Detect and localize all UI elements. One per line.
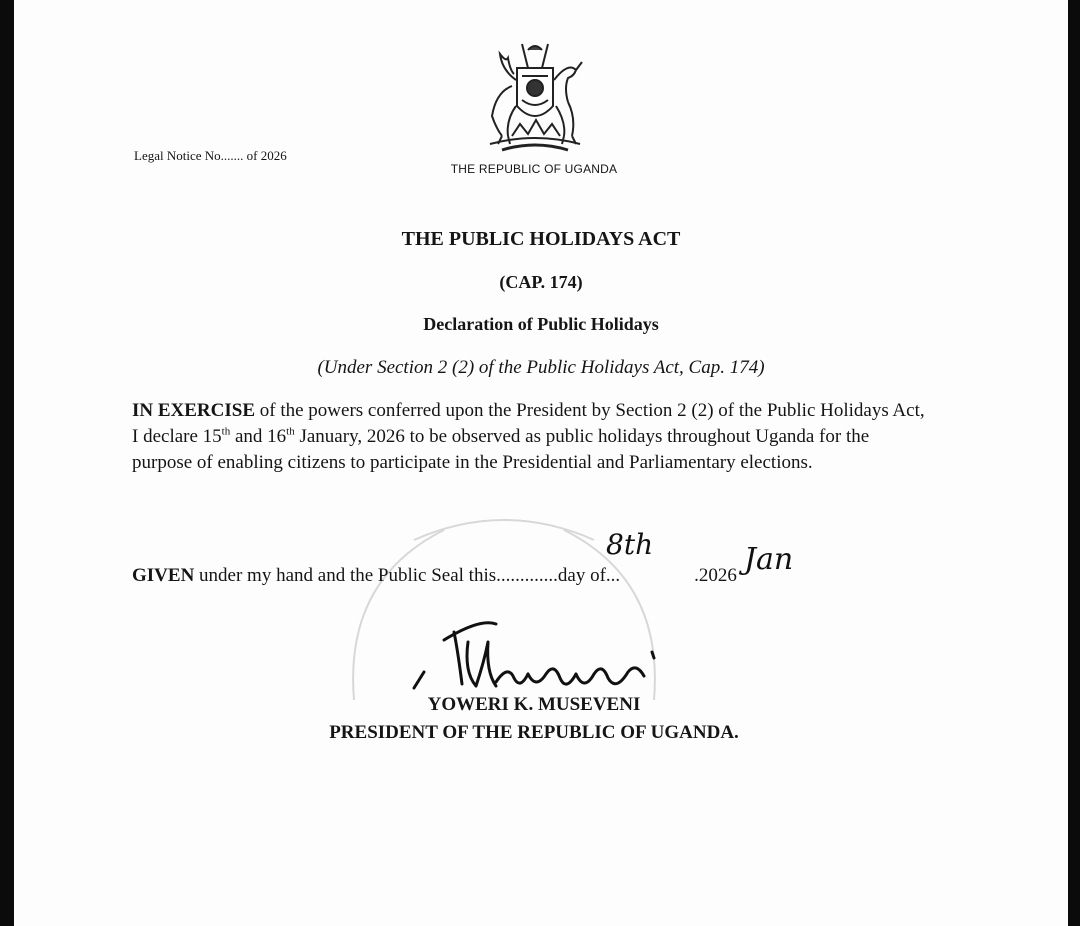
left-border: [0, 0, 14, 926]
given-text: under my hand and the Public Seal this.............day of...: [194, 565, 621, 586]
under-section-note: (Under Section 2 (2) of the Public Holidays Act, Cap. 174): [317, 357, 765, 378]
republic-caption: THE REPUBLIC OF UGANDA: [450, 162, 618, 176]
right-border: [1068, 0, 1080, 926]
handwritten-month: Jan: [744, 542, 794, 577]
declaration-heading: Declaration of Public Holidays: [423, 314, 659, 334]
signatory-name: YOWERI K. MUSEVENI: [427, 694, 641, 715]
act-title: THE PUBLIC HOLIDAYS ACT: [401, 228, 681, 250]
superscript-1: th: [221, 425, 231, 438]
paragraph-part-2: and 16: [230, 426, 287, 447]
given-line: [132, 565, 737, 587]
paragraph-part-3: January, 2026 to be observed as public holidays throughout Uganda for the purpose of enabling citizens to participate in the Presidential and Parliamentary elections.: [132, 426, 870, 473]
exercise-lead: IN EXERCISE: [132, 400, 256, 421]
signatory-title: PRESIDENT OF THE REPUBLIC OF UGANDA.: [329, 722, 739, 743]
handwritten-day: 8th: [606, 528, 654, 561]
given-lead: GIVEN: [132, 565, 195, 586]
superscript-2: th: [286, 425, 295, 438]
declaration-paragraph: [132, 398, 932, 476]
legal-notice-number: Legal Notice No....... of 2026: [134, 148, 287, 163]
document-page: [14, 0, 1068, 926]
given-year: .2026: [694, 565, 737, 586]
cap-number: (CAP. 174): [499, 272, 583, 292]
uganda-coat-of-arms-icon: [472, 40, 598, 158]
paragraph-part-1: of the powers conferred upon the President by Section 2 (2) of the Public Holidays Act, I declare 15: [132, 400, 925, 447]
